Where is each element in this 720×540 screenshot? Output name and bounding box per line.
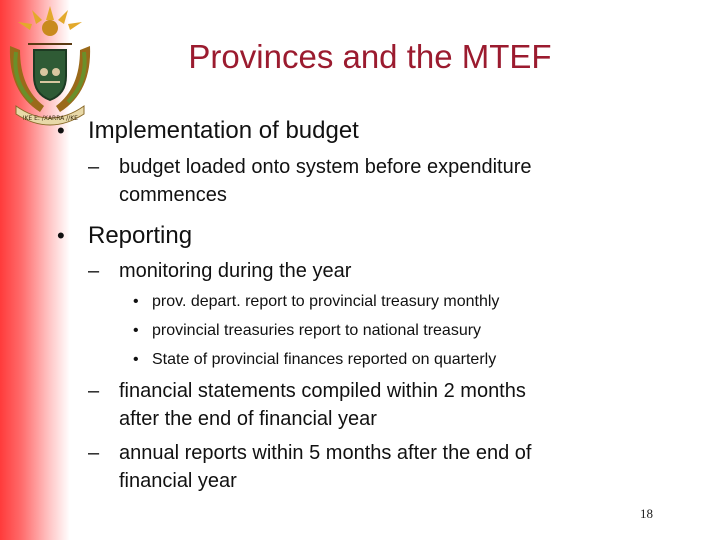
sub-sub-bullet-item	[55, 287, 695, 316]
sub-bullet-item	[55, 257, 695, 285]
dash-icon: –	[88, 442, 100, 464]
svg-text:!KE E: /XARRA //KE: !KE E: /XARRA //KE	[22, 115, 78, 122]
bullet-content	[55, 116, 695, 495]
sub-sub-bullet-text: State of provincial finances reported on quarterly	[152, 351, 497, 368]
sub-bullet-line: commences	[119, 184, 227, 206]
bullet-item	[55, 221, 695, 251]
sub-sub-bullet-item	[55, 316, 695, 345]
bullet-icon: •	[133, 322, 139, 339]
coat-of-arms-icon	[2, 2, 98, 132]
bullet-icon: •	[133, 351, 139, 368]
sub-bullet-line: monitoring during the year	[119, 260, 352, 282]
bullet-icon: •	[57, 223, 65, 248]
sub-bullet-line: financial statements compiled within 2 months	[119, 380, 526, 402]
dash-icon: –	[88, 260, 100, 282]
sub-bullet-item	[55, 439, 695, 495]
sub-bullet-line: annual reports within 5 months after the end of	[119, 442, 532, 464]
dash-icon: –	[88, 156, 100, 178]
sub-bullet-item	[55, 377, 695, 433]
bullet-icon: •	[133, 293, 139, 310]
slide-title: Provinces and the MTEF	[188, 38, 552, 75]
bullet-text: Implementation of budget	[88, 117, 359, 144]
bullet-text: Reporting	[88, 222, 193, 249]
sub-sub-bullet-text: provincial treasuries report to national treasury	[152, 322, 482, 339]
sub-sub-bullet-item	[55, 345, 695, 374]
sub-bullet-line: budget loaded onto system before expenditure	[119, 156, 532, 178]
bullet-icon: •	[57, 118, 65, 143]
bullet-item	[55, 116, 695, 146]
sub-sub-bullet-text: prov. depart. report to provincial treasury monthly	[152, 293, 500, 310]
sub-bullet-line: financial year	[119, 470, 237, 492]
sub-bullet-item	[55, 153, 695, 209]
sub-bullet-line: after the end of financial year	[119, 408, 377, 430]
page-number: 18	[640, 506, 653, 521]
dash-icon: –	[88, 380, 100, 402]
